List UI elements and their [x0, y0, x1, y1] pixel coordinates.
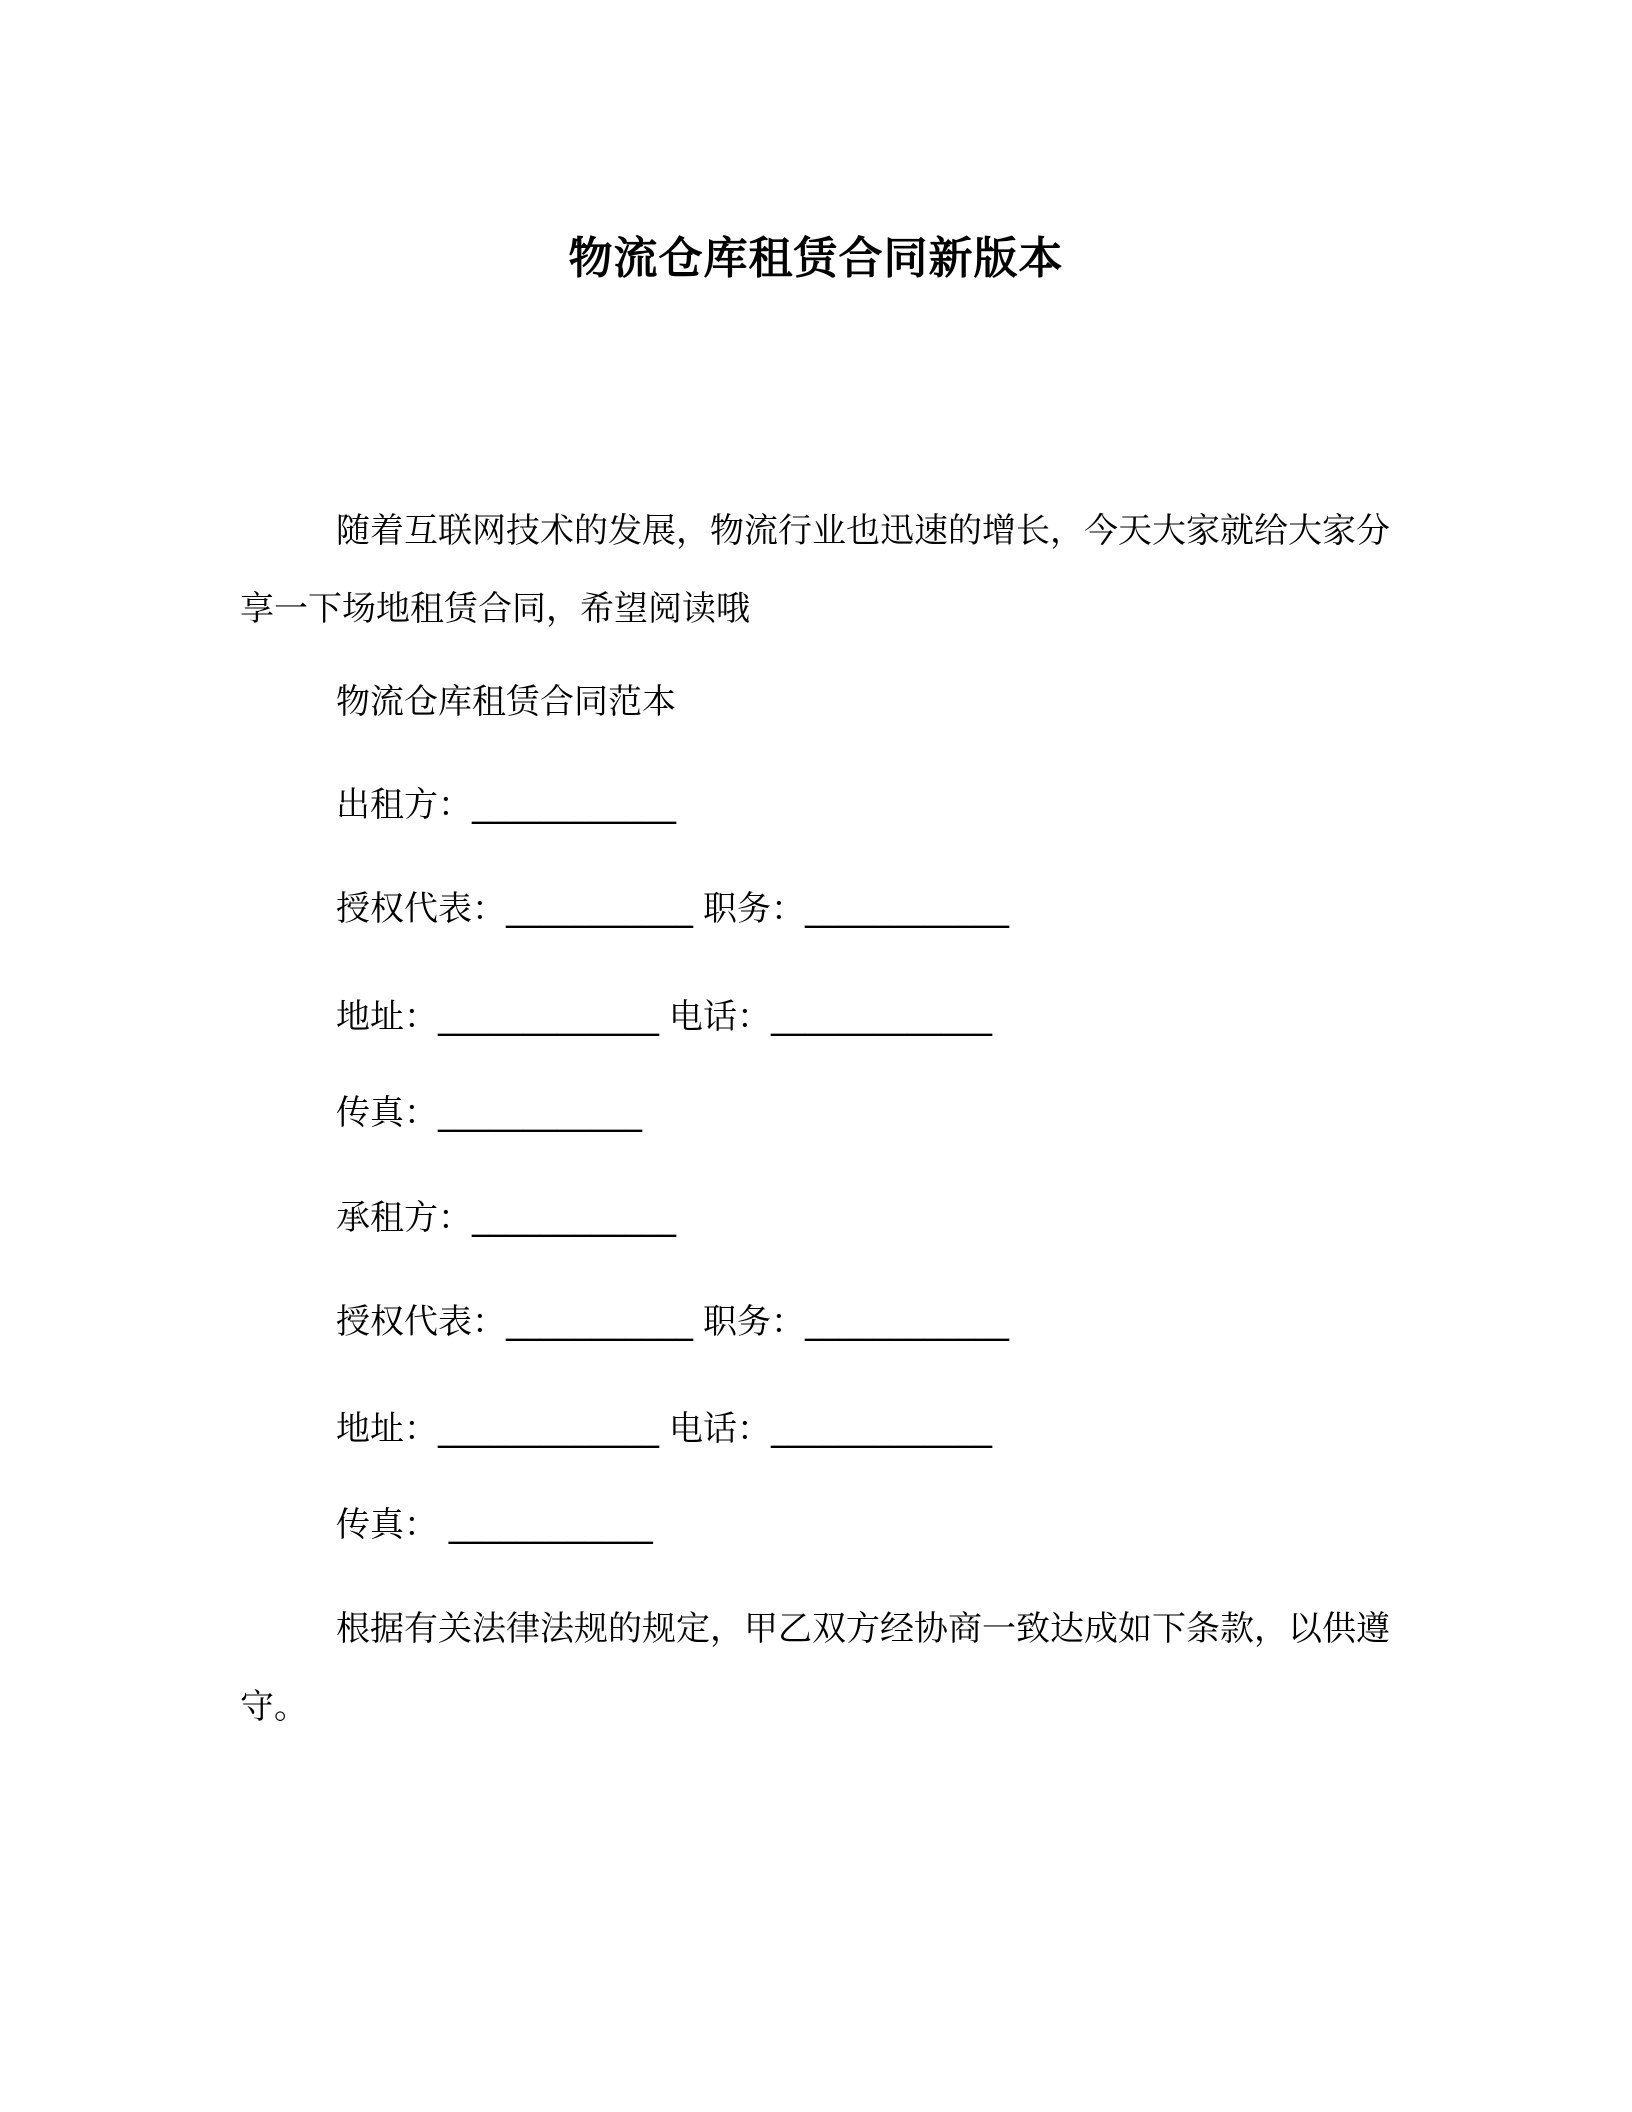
lessee-rep-field: 授权代表：___________	[336, 1302, 693, 1342]
lessee-address-field: 地址：_____________	[336, 1409, 659, 1449]
lessor-party-line: 出租方：____________	[336, 785, 676, 825]
lessee-party-line: 承租方：____________	[336, 1198, 676, 1238]
lessee-rep-row	[336, 1297, 1009, 1347]
lessor-rep-field: 授权代表：___________	[336, 889, 693, 929]
contract-subtitle: 物流仓库租赁合同范本	[336, 682, 676, 722]
intro-paragraph: 随着互联网技术的发展，物流行业也迅速的增长，今天大家就给大家分享一下场地租赁合同，希望阅读哦	[240, 511, 1390, 629]
lessor-fax-line: 传真：____________	[336, 1093, 642, 1133]
document-title: 物流仓库租赁合同新版本	[568, 233, 1064, 284]
lessor-address-field: 地址：_____________	[336, 997, 659, 1037]
lessor-rep-row	[336, 884, 1009, 934]
lessor-contact-row	[336, 992, 992, 1042]
lessee-contact-row	[336, 1404, 992, 1454]
lessee-position-field: 职务：____________	[703, 1302, 1009, 1342]
lessee-fax-line: 传真： ____________	[336, 1505, 653, 1545]
lessor-phone-field: 电话：_____________	[669, 997, 992, 1037]
closing-paragraph: 根据有关法律法规的规定，甲乙双方经协商一致达成如下条款，以供遵守。	[240, 1609, 1390, 1727]
lessor-position-field: 职务：____________	[703, 889, 1009, 929]
lessee-phone-field: 电话：_____________	[669, 1409, 992, 1449]
